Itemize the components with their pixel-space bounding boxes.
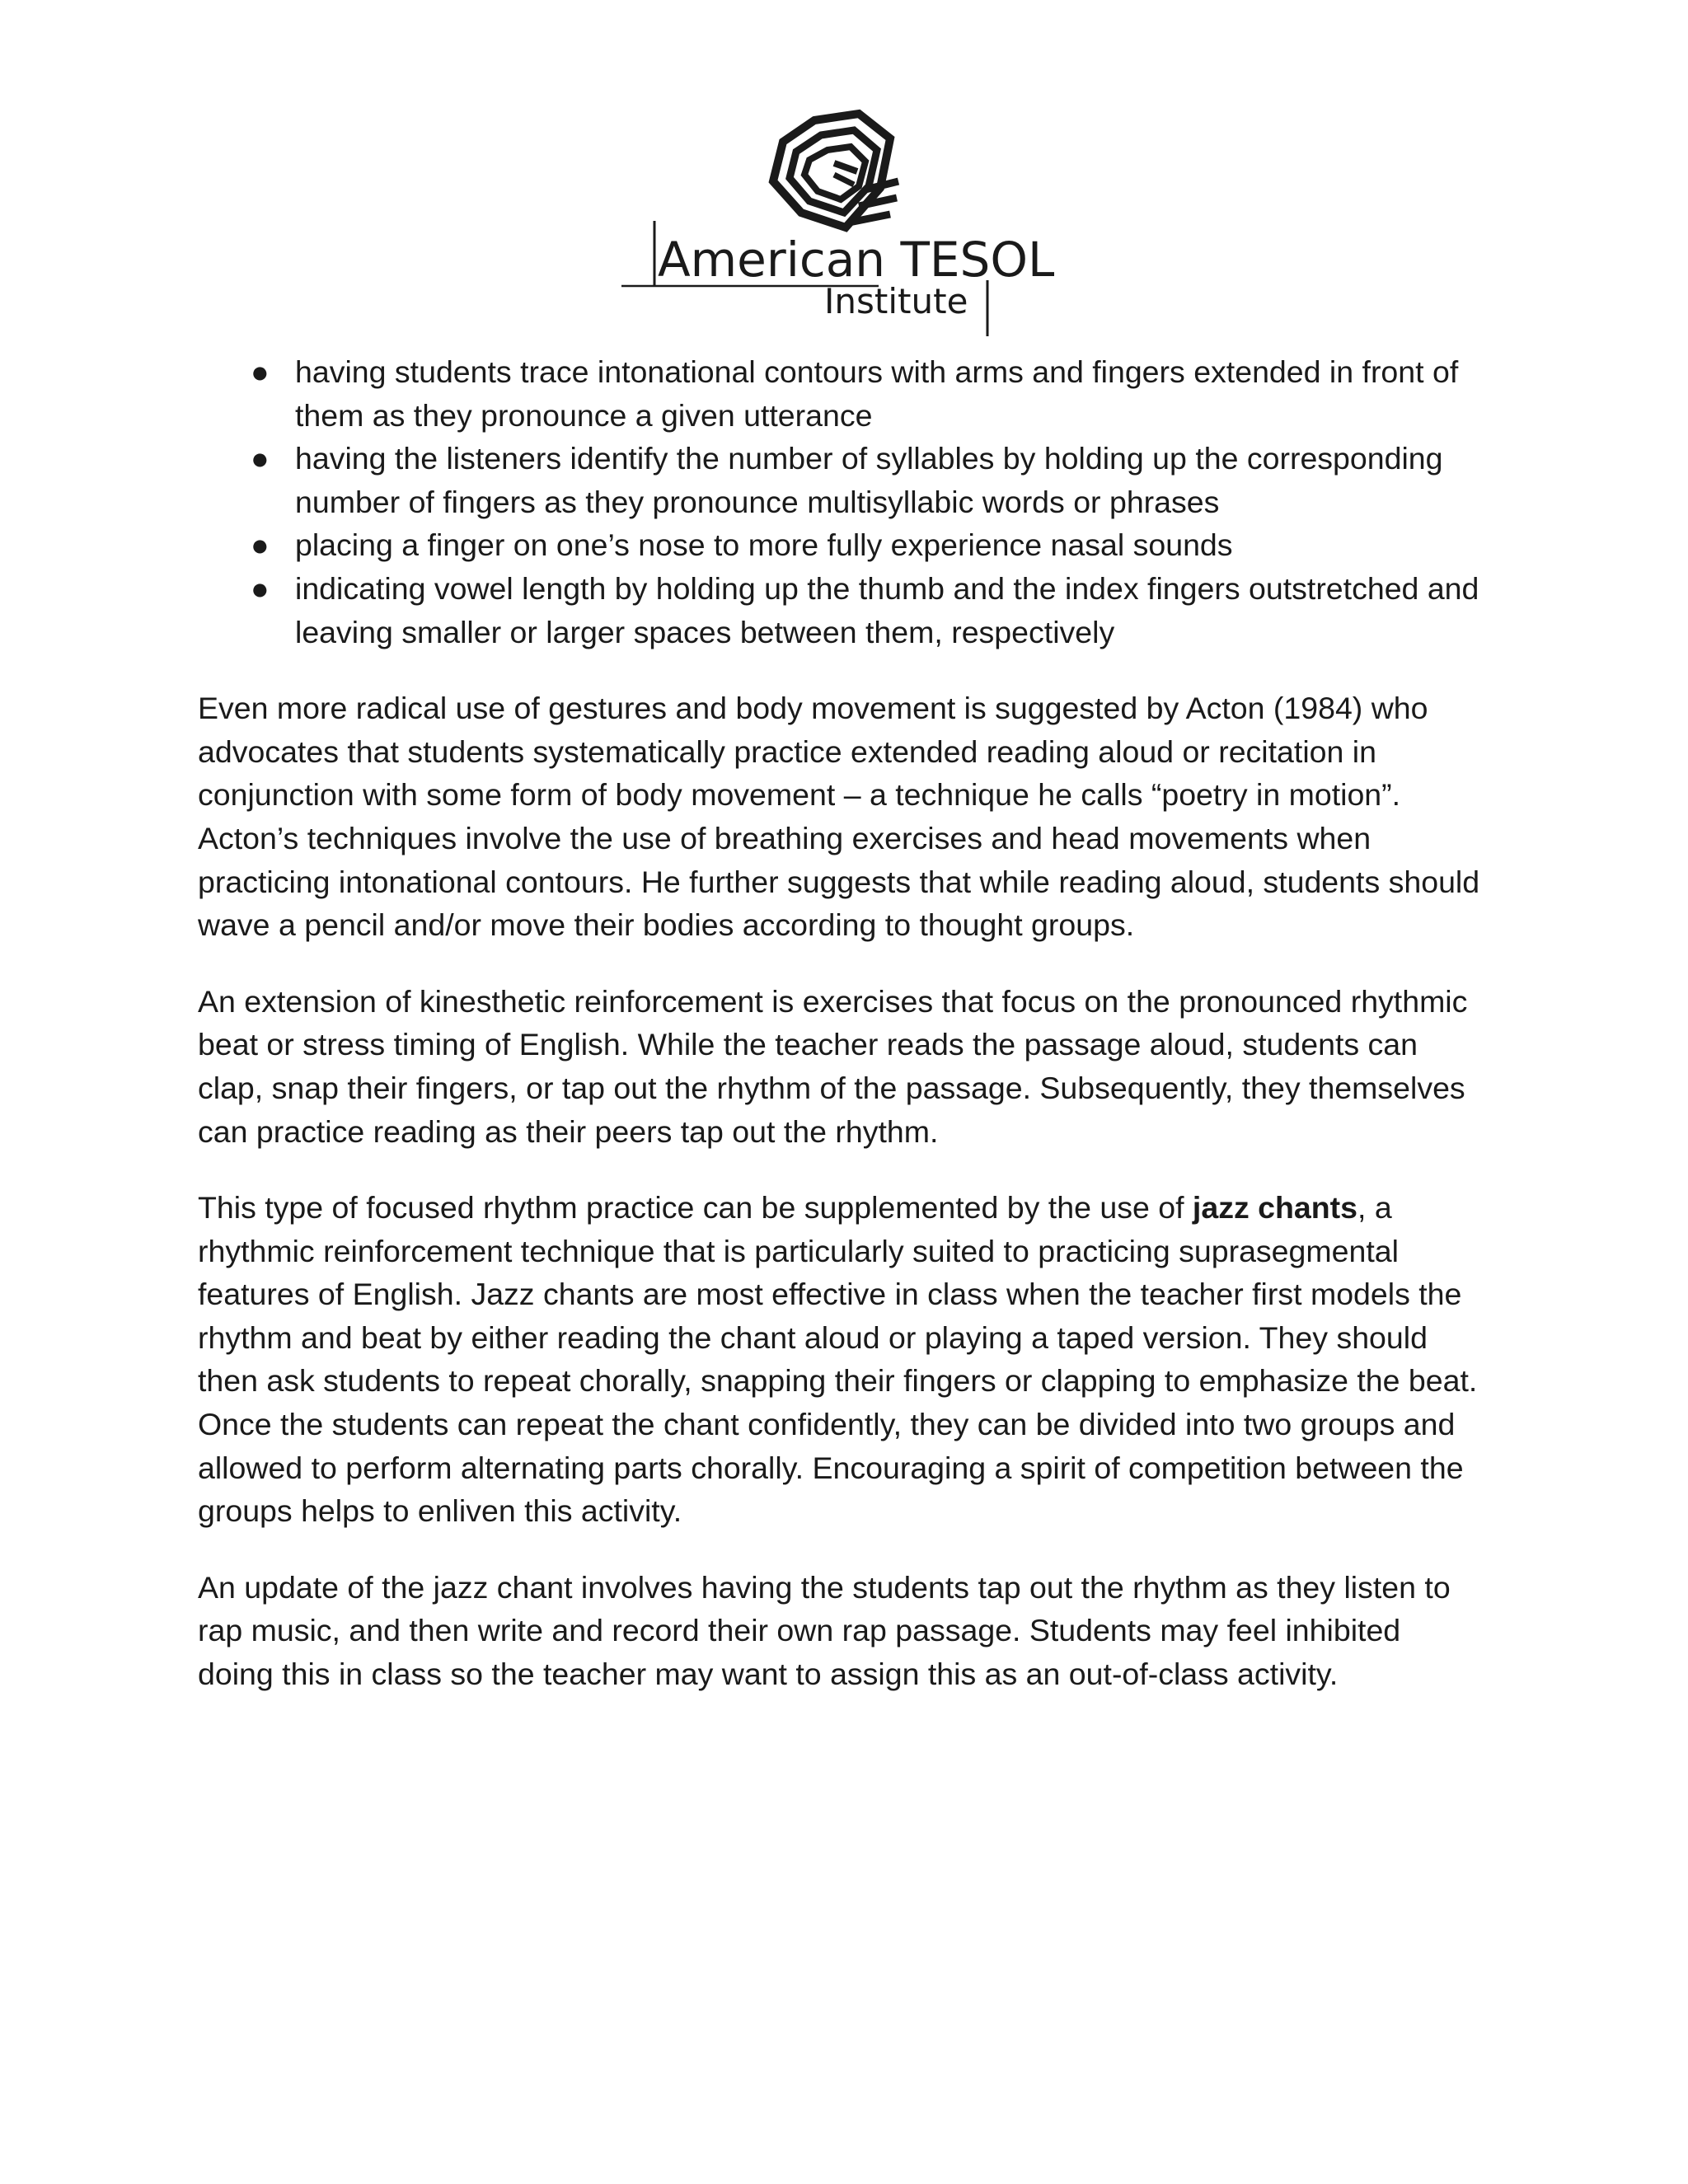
american-tesol-logo xyxy=(618,105,1063,340)
paragraph-kinesthetic: An extension of kinesthetic reinforcement is exercises that focus on the pronounced rhythmic beat or stress timing of English. While the teacher reads the passage aloud, students can clap, snap their fingers, or tap out the rhythm of the passage. Subsequently, they themselves can practice reading as their peers tap out the rhythm. xyxy=(198,983,1468,1149)
bullet-icon: ● xyxy=(251,570,270,606)
list-item xyxy=(198,437,1484,523)
list-item-text: having the listeners identify the number of syllables by holding up the corresponding number of fingers as they pronounce multisyllabic words or phrases xyxy=(295,441,1443,519)
list-item-text: having students trace intonational contours with arms and fingers extended in front of them as they pronounce a given utterance xyxy=(295,354,1459,433)
logo-name-line2: Institute xyxy=(824,281,968,321)
list-item xyxy=(198,523,1484,567)
logo-emblem-icon xyxy=(773,114,898,227)
list-item xyxy=(198,350,1484,437)
paragraph-rap-update: An update of the jazz chant involves having the students tap out the rhythm as they listen to rap music, and then write and record their own rap passage. Students may feel inhibited doing this in class so the teacher may want to assign this as an out-of-class activity. xyxy=(198,1569,1451,1692)
list-item-text: indicating vowel length by holding up the thumb and the index fingers outstretched and leaving smaller or larger spaces between them, respectively xyxy=(295,570,1479,649)
bold-term: jazz chants xyxy=(1192,1190,1357,1226)
list-item-text: placing a finger on one’s nose to more fully experience nasal sounds xyxy=(295,527,1233,563)
logo-name-line1: American TESOL xyxy=(658,232,1055,288)
paragraph-text: , a rhythmic reinforcement technique that is particularly suited to practicing suprasegmental features of English. Jazz chants are most effective in class when the teacher first models the rhythm and beat by either reading the chant aloud or playing a taped version. They should then ask students to repeat chorally, snapping their fingers or clapping to emphasize the beat. Once the students can repeat the chant confidently, they can be divided into two groups and allowed to perform alternating parts chorally. Encouraging a spirit of competition between the groups helps to enliven this activity. xyxy=(198,1190,1478,1529)
paragraph-acton: Even more radical use of gestures and body movement is suggested by Acton (1984) who advocates that students systematically practice extended reading aloud or recitation in conjunction with some form of body movement – a technique he calls “poetry in motion”. Acton’s techniques involve the use of breathing exercises and head movements when practicing intonational contours. He further suggests that while reading aloud, students should wave a pencil and/or move their bodies according to thought groups. xyxy=(198,691,1480,943)
bullet-icon: ● xyxy=(251,527,270,563)
document-body xyxy=(198,350,1484,1696)
bullet-icon: ● xyxy=(251,441,270,476)
bullet-list xyxy=(198,350,1484,654)
bullet-icon: ● xyxy=(251,354,270,389)
paragraph-text: This type of focused rhythm practice can be supplemented by the use of xyxy=(198,1190,1193,1226)
list-item xyxy=(198,567,1484,654)
paragraph-jazz-chants xyxy=(198,1186,1484,1533)
